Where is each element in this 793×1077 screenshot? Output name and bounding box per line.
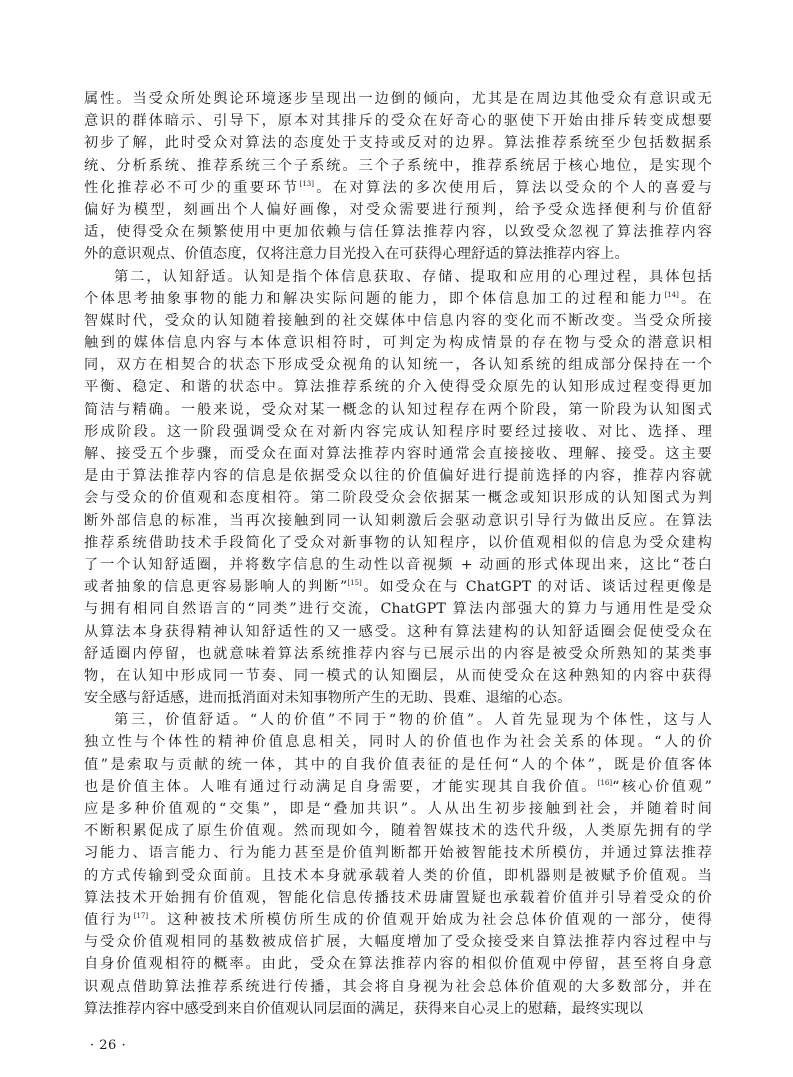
citation-marker: [13]: [299, 179, 314, 188]
text-line: 与拥有相同自然语言的“同类”进行交流，ChatGPT 算法内部强大的算力与通用性是受众: [84, 601, 712, 618]
text-line: 算法技术开始拥有价值观，智能化信息传播技术毋庸置疑也承载着价值并引导着受众的价: [84, 889, 712, 906]
text-line: 值行为[17]。这种被技术所模仿所生成的价值观开始成为社会总体价值观的一部分，使得: [84, 911, 713, 928]
text-line: 推荐系统借助技术手段简化了受众对新事物的认知程序，以价值观相似的信息为受众建构: [84, 534, 712, 551]
page-number: · 26 ·: [90, 1038, 127, 1053]
text-line: 偏好为模型，刻画出个人偏好画像，对受众需要进行预判，给予受众选择便利与价值舒: [84, 201, 712, 218]
paragraph: [84, 266, 712, 710]
text-line: 习能力、语言能力、行为能力甚至是价值判断都开始被智能技术所模仿，并通过算法推荐: [84, 845, 712, 862]
text-line: 第二，认知舒适。认知是指个体信息获取、存储、提取和应用的心理过程，具体包括: [114, 268, 712, 285]
article-body: [84, 88, 712, 1020]
text-line: 意识的群体暗示、引导下，原本对其排斥的受众在好奇心的驱使下开始由排斥转变成想要: [84, 113, 712, 130]
text-line: 是由于算法推荐内容的信息是依据受众以往的价值偏好进行提前选择的内容，推荐内容就: [84, 468, 712, 485]
text-line: 第三，价值舒适。“人的价值”不同于“物的价值”。人首先显现为个体性，这与人: [114, 712, 712, 729]
text-line: 性化推荐必不可少的重要环节[13]。在对算法的多次使用后，算法以受众的个人的喜爱与: [84, 179, 713, 196]
text-line: 或者抽象的信息更容易影响人的判断”[15]。如受众在与 ChatGPT 的对话、谈话过程更像是: [84, 579, 712, 596]
text-line: 平衡、稳定、和谐的状态中。算法推荐系统的介入使得受众原先的认知形成过程变得更加: [84, 379, 712, 396]
text-line: 断外部信息的标准，当再次接触到同一认知刺激后会驱动意识引导行为做出反应。在算法: [84, 512, 712, 529]
text-line: 个体思考抽象事物的能力和解决实际问题的能力，即个体信息加工的过程和能力[14]。在: [84, 290, 712, 307]
text-line: 外的意识观点、价值态度，仅将注意力目光投入在可获得心理舒适的算法推荐内容上。: [84, 246, 629, 263]
text-line: 形成阶段。这一阶段强调受众在对新内容完成认知程序时要经过接收、对比、选择、理: [84, 423, 712, 440]
text-line: 初步了解，此时受众对算法的态度处于支持或反对的边界。算法推荐系统至少包括数据系: [84, 135, 712, 152]
citation-marker: [15]: [347, 579, 362, 588]
text-line: 适，使得受众在频繁使用中更加依赖与信任算法推荐内容，以致受众忽视了算法推荐内容: [84, 224, 712, 241]
text-line: 会与受众的价值观和态度相符。第二阶段受众会依据某一概念或知识形成的认知图式为判: [84, 490, 712, 507]
text-line: 统、分析系统、推荐系统三个子系统。三个子系统中，推荐系统居于核心地位，是实现个: [84, 157, 712, 174]
text-line: 的方式传输到受众面前。且技术本身就承载着人类的价值，即机器则是被赋予价值观。当: [84, 867, 712, 884]
text-line: 识观点借助算法推荐系统进行传播，其会将自身视为社会总体价值观的大多数部分，并在: [84, 978, 712, 995]
text-line: 同，双方在相契合的状态下形成受众视角的认知统一，各认知系统的组成部分保持在一个: [84, 357, 712, 374]
text-line: 触到的媒体信息内容与本体意识相符时，可判定为构成情景的存在物与受众的潜意识相: [84, 335, 712, 352]
text-line: 与受众价值观相同的基数被成倍扩展，大幅度增加了受众接受来自算法推荐内容过程中与: [84, 934, 712, 951]
text-line: 应是多种价值观的“交集”，即是“叠加共识”。人从出生初步接触到社会，并随着时间: [84, 801, 712, 817]
text-line: 属性。当受众所处舆论环境逐步呈现出一边倒的倾向，尤其是在周边其他受众有意识或无: [84, 91, 712, 107]
text-line: 算法推荐内容中感受到来自价值观认同层面的满足，获得来自心灵上的慰藉，最终实现以: [84, 1000, 644, 1017]
text-line: 不断积累促成了原生价值观。然而现如今，随着智媒技术的迭代升级，人类原先拥有的学: [84, 823, 712, 840]
citation-marker: [17]: [133, 911, 149, 920]
paragraph: [84, 709, 712, 1020]
paragraph: [84, 88, 712, 266]
text-line: 简洁与精确。一般来说，受众对某一概念的认知过程存在两个阶段，第一阶段为认知图式: [84, 401, 712, 418]
citation-marker: [14]: [664, 290, 679, 299]
text-line: 物，在认知中形成同一节奏、同一模式的认知圈层，从而使受众在这种熟知的内容中获得: [84, 667, 712, 684]
text-line: 从算法本身获得精神认知舒适性的又一感受。这种有算法建构的认知舒适圈会促使受众在: [84, 623, 712, 640]
text-line: 值”是索取与贡献的统一体，其中的自我价值表征的是任何“人的个体”，既是价值客体: [84, 756, 712, 773]
text-line: 智媒时代，受众的认知随着接触到的社交媒体中信息内容的变化而不断改变。当受众所接: [84, 312, 712, 329]
text-line: 舒适圈内停留，也就意味着算法系统推荐内容与已展示出的内容是被受众所熟知的某类事: [84, 645, 712, 662]
citation-marker: [16]: [597, 778, 613, 787]
text-line: 独立性与个体性的精神价值息息相关，同时人的价值也作为社会关系的体现。“人的价: [84, 734, 712, 751]
text-line: 自身价值观相符的概率。由此，受众在算法推荐内容的相似价值观中停留，甚至将自身意: [84, 956, 712, 973]
text-line: 安全感与舒适感，进而抵消面对未知事物所产生的无助、畏难、退缩的心态。: [84, 690, 572, 707]
text-line: 解、接受五个步骤，而受众在面对算法推荐内容时通常会直接接收、理解、接受。这主要: [84, 446, 712, 462]
text-line: 也是价值主体。人唯有通过行动满足自身需要，才能实现其自我价值。[16]“核心价值观”: [84, 778, 712, 795]
text-line: 了一个认知舒适圈，并将数字信息的生动性以音视频 + 动画的形式体现出来，这比“苍白: [84, 556, 712, 573]
